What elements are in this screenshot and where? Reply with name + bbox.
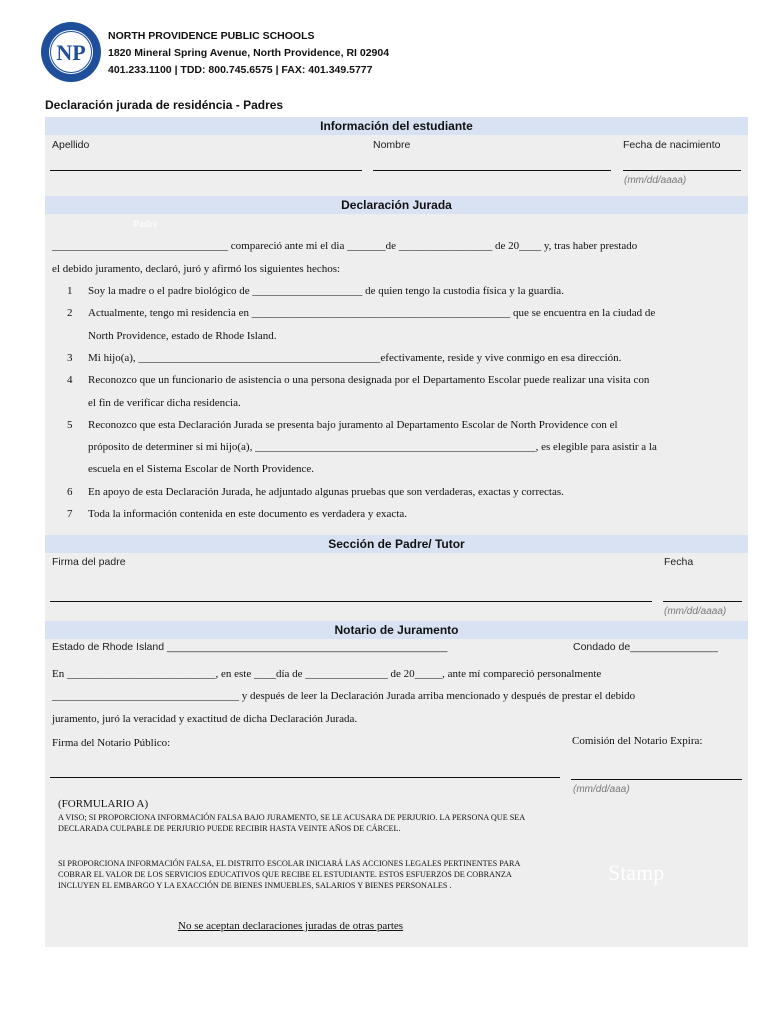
padre-ghost-label: Padre: [133, 218, 159, 230]
first-name-label: Nombre: [373, 139, 411, 151]
item-2-line: North Providence, estado de Rhode Island.: [88, 330, 277, 342]
item-number: 4: [67, 374, 73, 386]
affidavit-intro-line2: el debido juramento, declaró, juró y afirmó los siguientes hechos:: [52, 263, 341, 275]
parent-date-label: Fecha: [664, 556, 694, 568]
stamp-placeholder: Stamp: [608, 860, 665, 885]
notary-line1: En ___________________________, en este ____día de _______________ de 20_____, ante mí compareció personalmente: [52, 668, 602, 680]
notary-commission-field[interactable]: [571, 779, 742, 780]
item-4-line: Reconozco que un funcionario de asistencia o una persona designada por el Departamento Escolar puede realizar una visita con: [88, 374, 650, 386]
student-section-heading: Información del estudiante: [45, 117, 748, 135]
item-1-line: Soy la madre o el padre biológico de ____________________ de quien tengo la custodia física y la guardia.: [88, 285, 564, 297]
birth-date-hint: (mm/dd/aaaa): [624, 175, 687, 186]
item-number: 5: [67, 419, 73, 431]
perjury-warning: A VISO; SI PROPORCIONA INFORMACIÓN FALSA BAJO JURAMENTO, SE LE ACUSARA DE PERJURIO. LA PERSONA QUE SEA DECLARADA CULPABLE DE PERJURIO PUEDE RECIBIR HASTA VEINTE AÑOS DE CÁRCEL.: [58, 813, 525, 833]
first-name-field[interactable]: [373, 170, 611, 171]
last-name-label: Apellido: [52, 139, 90, 151]
item-number: 7: [67, 508, 73, 520]
form-title: Declaración jurada de residéncia - Padres: [45, 98, 284, 112]
item-7-line: Toda la información contenida en este documento es verdadera y exacta.: [88, 508, 408, 520]
svg-text:NP: NP: [56, 40, 86, 65]
notary-county-label: Condado de_______________: [573, 641, 718, 653]
item-5-line: Reconozco que esta Declaración Jurada se presenta bajo juramento al Departamento Escolar de North Providence con el: [88, 419, 618, 431]
notary-section-heading: Notario de Juramento: [45, 621, 748, 639]
item-number: 1: [67, 285, 73, 297]
notary-line2: __________________________________ y después de leer la Declaración Jurada arriba mencionado y después de prestar el debido: [52, 690, 636, 702]
item-number: 2: [67, 307, 73, 319]
affidavit-intro-line1: ________________________________ compareció ante mi el dia _______de _________________ de 20____ y, tras haber prestado: [52, 240, 638, 252]
notary-signature-field[interactable]: [50, 777, 560, 778]
school-contact: 401.233.1100 | TDD: 800.745.6575 | FAX: 401.349.5777: [108, 64, 373, 76]
birth-date-label: Fecha de nacimiento: [623, 139, 721, 151]
notary-line3: juramento, juró la veracidad y exactitud de dicha Declaración Jurada.: [52, 713, 358, 725]
birth-date-field[interactable]: [623, 170, 741, 171]
notary-commission-label: Comisión del Notario Expira:: [572, 735, 703, 747]
school-logo: [40, 21, 102, 83]
item-4-line: el fin de verificar dicha residencia.: [88, 397, 241, 409]
parent-signature-field[interactable]: [50, 601, 652, 602]
item-3-line: Mi hijo(a), ____________________________________________efectivamente, reside y vive conmigo en esa dirección.: [88, 352, 622, 364]
third-party-note: No se aceptan declaraciones juradas de otras partes: [178, 920, 404, 932]
parent-date-hint: (mm/dd/aaaa): [664, 606, 727, 617]
last-name-field[interactable]: [50, 170, 362, 171]
school-name: NORTH PROVIDENCE PUBLIC SCHOOLS: [108, 30, 315, 42]
item-5-line: escuela en el Sistema Escolar de North Providence.: [88, 463, 315, 475]
parent-section-heading: Sección de Padre/ Tutor: [45, 535, 748, 553]
item-2-line: Actualmente, tengo mi residencia en _______________________________________________ que se encuentra en la ciudad de: [88, 307, 656, 319]
notary-state-label: Estado de Rhode Island ________________________________________________: [52, 641, 448, 653]
item-5-line: próposito de determiner si mi hijo(a), ___________________________________________________, es elegible para asistir a la: [88, 441, 657, 453]
parent-date-field[interactable]: [663, 601, 742, 602]
notary-commission-hint: (mm/dd/aaa): [573, 784, 630, 795]
notary-signature-label: Firma del Notario Público:: [52, 737, 171, 749]
parent-signature-label: Firma del padre: [52, 556, 126, 568]
item-6-line: En apoyo de esta Declaración Jurada, he adjuntado algunas pruebas que son verdaderas, exactas y correctas.: [88, 486, 564, 498]
school-address: 1820 Mineral Spring Avenue, North Providence, RI 02904: [108, 47, 390, 59]
form-label: (FORMULARIO A): [58, 798, 149, 810]
item-number: 3: [67, 352, 73, 364]
affidavit-section-heading: Declaración Jurada: [45, 196, 748, 214]
item-number: 6: [67, 486, 73, 498]
collection-warning: SI PROPORCIONA INFORMACIÓN FALSA, EL DISTRITO ESCOLAR INICIARÁ LAS ACCIONES LEGALES PERTINENTES PARA COBRAR EL VALOR DE LOS SERVICIOS EDUCATIVOS QUE RECIBE EL ESTUDIANTE. ESTOS ESFUERZOS DE COBRANZA INCLUYEN EL EMBARGO Y LA EXACCIÓN DE BIENES INMUEBLES, SALARIOS Y BIENES PERSONALES .: [58, 859, 520, 890]
